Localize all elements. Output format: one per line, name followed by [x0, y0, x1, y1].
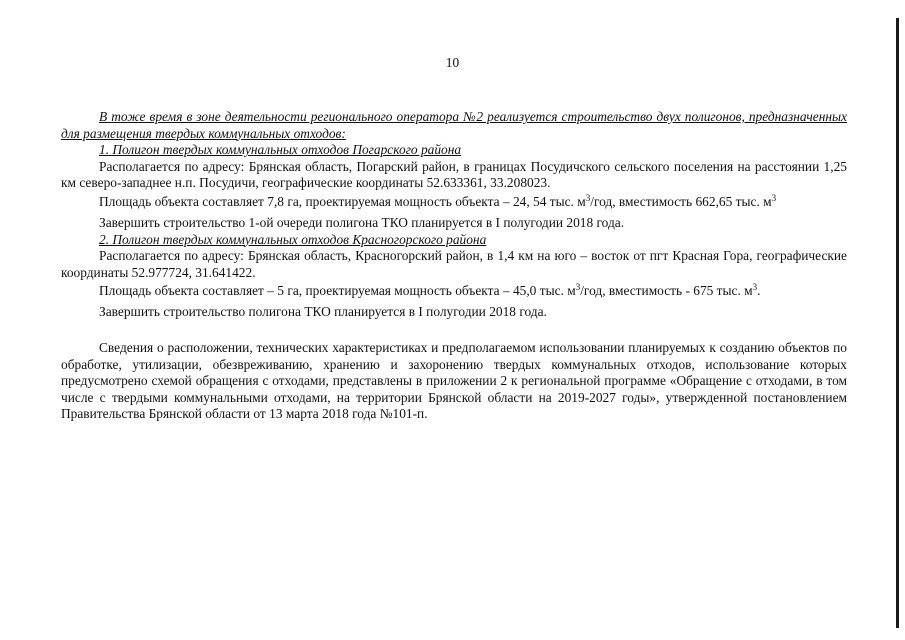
closing-paragraph: Сведения о расположении, технических характеристиках и предполагаемом использовании планируемых к созданию объектов по обработке, утилизации, обезвреживанию, хранению и захоронению твердых коммунальных отходов, использование которых предусмотрено схемой обращения с отходами, представлены в приложении 2 к региональной программе «Обращение с отходами, в том числе с твердыми коммунальными отходами, на территории Брянской области на 2019-2027 годы», утвержденной постановлением Правительства Брянской области от 13 марта 2018 года №101-п.: [61, 339, 847, 422]
site2-area-sup-2: 3: [752, 282, 758, 293]
site2-completion: Завершить строительство полигона ТКО планируется в I полугодии 2018 года.: [99, 304, 547, 320]
site2-area-text-3: .: [757, 283, 761, 299]
document-body: [61, 109, 847, 423]
site1-address: Располагается по адресу: Брянская область, Погарский район, в границах Посудичского сельского поселения на расстоянии 1,25 км северо-западнее н.п. Посудичи, географические координаты 52.633361, 33.208023.: [61, 158, 847, 191]
site2-area-text: Площадь объекта составляет – 5 га, проектируемая мощность объекта – 45,0 тыс. м: [99, 283, 576, 299]
site1-completion: Завершить строительство 1-ой очереди полигона ТКО планируется в I полугодии 2018 года.: [99, 214, 625, 230]
site1-area-sup: 3: [585, 192, 591, 203]
site1-area-text-2: /год, вместимость 662,65 тыс. м: [590, 193, 772, 209]
site2-area: [61, 281, 847, 301]
scan-edge-line: [896, 18, 899, 628]
site2-area-text-2: /год, вместимость - 675 тыс. м: [580, 283, 753, 299]
intro-paragraph: В тоже время в зоне деятельности регионального оператора №2 реализуется строительство двух полигонов, предназначенных для размещения твердых коммунальных отходов:: [61, 109, 847, 141]
site1-area: [61, 192, 847, 212]
site2-address: Располагается по адресу: Брянская область, Красногорский район, в 1,4 км на юго – восток от пгт Красная Гора, географические координаты 52.977724, 31.641422.: [61, 248, 847, 280]
site2-heading: 2. Полигон твердых коммунальных отходов Красногорского района: [99, 231, 487, 247]
site2-area-sup: 3: [575, 282, 581, 293]
site1-area-text: Площадь объекта составляет 7,8 га, проектируемая мощность объекта – 24, 54 тыс. м: [99, 193, 586, 209]
page-number: 10: [445, 55, 460, 70]
site1-area-sup-2: 3: [771, 192, 777, 203]
site1-heading: 1. Полигон твердых коммунальных отходов Погарского района: [99, 142, 462, 158]
